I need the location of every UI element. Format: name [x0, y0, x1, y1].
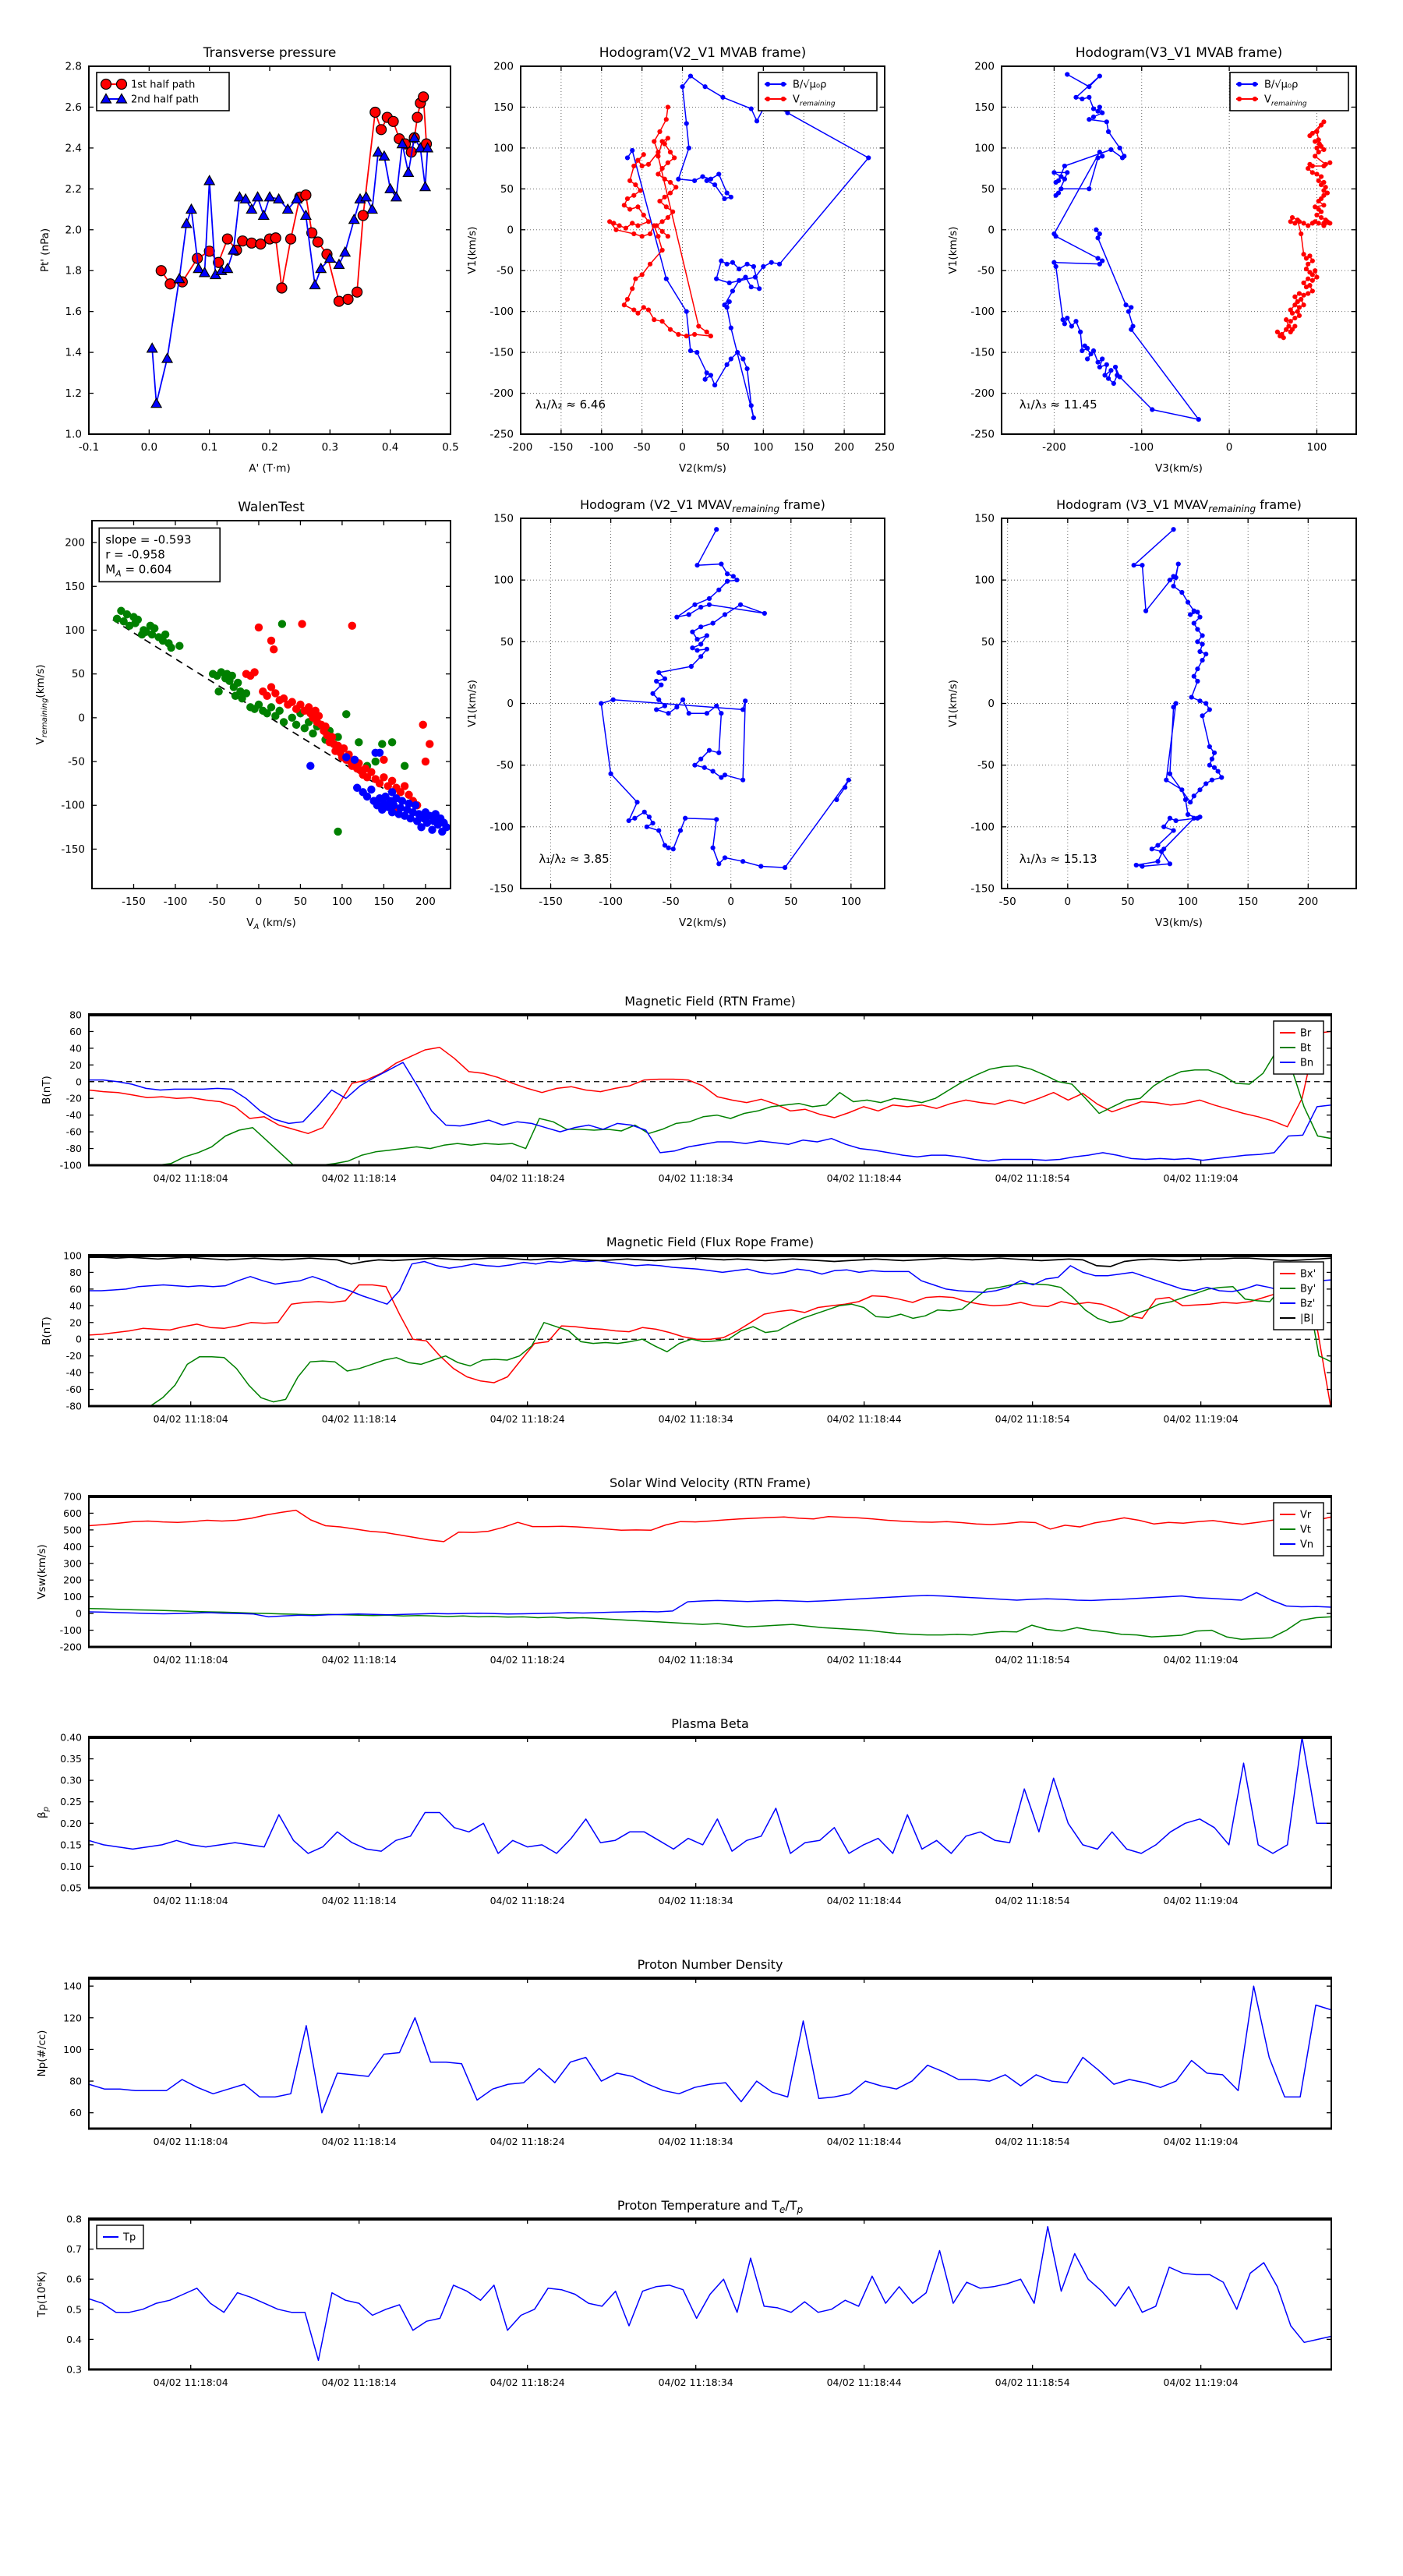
hodogram-v3v1-mvav-title: Hodogram (V3_V1 $MVAV_{remaining}$ frame) — [1056, 497, 1302, 514]
mag-rtn-ytick: -80 — [65, 1143, 82, 1155]
hodogram-v3v1-mvab-panel — [947, 45, 1356, 475]
hodogram-v2v1-mvav-ytick: 150 — [493, 512, 514, 525]
proton-density-xtick: 04/02 11:19:04 — [1163, 2136, 1239, 2147]
hodogram-v2v1-mvab-legend-label: B/√μ₀ρ — [793, 79, 827, 91]
hodogram-v2v1-mvab-legend — [758, 72, 877, 111]
walen-test-series — [113, 607, 451, 836]
solar-wind-velocity-ytick: 400 — [63, 1540, 82, 1553]
hodogram-v2v1-mvab-xtick: -200 — [508, 441, 533, 454]
solar-wind-velocity-ytick: 700 — [63, 1490, 82, 1503]
hodogram-v3v1-mvab-ytick: 0 — [988, 224, 995, 237]
mag-flux-rope-legend-label: |B| — [1300, 1313, 1314, 1325]
plasma-beta-xtick: 04/02 11:18:24 — [489, 1895, 565, 1906]
proton-temperature-legend-label: Tp — [123, 2231, 136, 2244]
solar-wind-velocity-ytick: -200 — [59, 1641, 82, 1653]
hodogram-v3v1-mvav-ytick: -50 — [977, 759, 995, 772]
proton-density-xtick: 04/02 11:18:54 — [995, 2136, 1070, 2147]
transverse-pressure-ylabel: Pt' (nPa) — [39, 228, 51, 273]
walen-test-panel — [34, 500, 451, 931]
hodogram-v3v1-mvab-xlabel: V3(km/s) — [1155, 462, 1203, 475]
hodogram-v2v1-mvav-panel — [466, 497, 885, 929]
hodogram-v3v1-mvab-ytick: -100 — [970, 306, 995, 319]
walen-test-xlabel: $V_A$ (km/s) — [246, 917, 296, 931]
solar-wind-velocity-xtick: 04/02 11:18:14 — [321, 1654, 397, 1666]
hodogram-v3v1-mvab-annotation: λ₁/λ₃ ≈ 11.45 — [1019, 397, 1097, 412]
walen-test-xtick: -100 — [163, 896, 188, 908]
plasma-beta-xtick: 04/02 11:18:34 — [658, 1895, 733, 1906]
hodogram-v2v1-mvab-ytick: -150 — [489, 346, 514, 359]
hodogram-v2v1-mvab-ytick: 50 — [500, 182, 514, 196]
transverse-pressure-ytick: 2.8 — [65, 60, 82, 73]
mag-rtn-legend-label: Bn — [1300, 1057, 1314, 1069]
hodogram-v2v1-mvav-xlabel: V2(km/s) — [679, 917, 726, 929]
proton-density-series — [89, 1986, 1331, 2113]
hodogram-v2v1-mvav-annotation: λ₁/λ₂ ≈ 3.85 — [539, 851, 610, 866]
plasma-beta-ytick: 0.05 — [60, 1882, 82, 1894]
hodogram-v3v1-mvav-ylabel: V1(km/s) — [947, 680, 959, 727]
solar-wind-velocity-legend-label: Vt — [1300, 1524, 1311, 1536]
hodogram-v3v1-mvav-xtick: 50 — [1121, 896, 1135, 908]
hodogram-v2v1-mvav-xtick: -150 — [539, 896, 563, 908]
solar-wind-velocity-ytick: 300 — [63, 1557, 82, 1570]
walen-test-ytick: -100 — [61, 799, 85, 812]
proton-temperature-xtick: 04/02 11:18:54 — [995, 2376, 1070, 2388]
mag-rtn-ytick: 40 — [69, 1042, 82, 1055]
hodogram-v3v1-mvab-title: Hodogram(V3_V1 MVAB frame) — [1075, 45, 1283, 61]
transverse-pressure-xtick: 0.1 — [200, 441, 218, 454]
mag-rtn-legend-label: Br — [1300, 1027, 1312, 1040]
mag-rtn-ytick: -20 — [65, 1092, 82, 1104]
transverse-pressure-xtick: 0.4 — [381, 441, 399, 454]
hodogram-v2v1-mvab-xlabel: V2(km/s) — [679, 462, 726, 475]
hodogram-v3v1-mvab-ytick: -150 — [970, 346, 995, 359]
plasma-beta-xtick: 04/02 11:18:44 — [826, 1895, 902, 1906]
plasma-beta-series — [89, 1737, 1331, 1853]
solar-wind-velocity-ytick: 600 — [63, 1507, 82, 1519]
transverse-pressure-ytick: 2.2 — [65, 182, 82, 196]
mag-rtn-ytick: 80 — [69, 1009, 82, 1021]
walen-test-ytick: 150 — [65, 580, 85, 593]
transverse-pressure-series — [147, 92, 433, 408]
mag-rtn-ytick: -60 — [65, 1125, 82, 1138]
proton-temperature-panel — [36, 2198, 1332, 2388]
hodogram-v3v1-mvav-xtick: 100 — [1178, 896, 1198, 908]
proton-temperature-xtick: 04/02 11:18:34 — [658, 2376, 733, 2388]
proton-temperature-xtick: 04/02 11:18:24 — [489, 2376, 565, 2388]
hodogram-v2v1-mvav-ytick: -50 — [496, 759, 514, 772]
plasma-beta-ytick: 0.25 — [60, 1796, 82, 1808]
plasma-beta-xtick: 04/02 11:18:54 — [995, 1895, 1070, 1906]
proton-density-ytick: 100 — [63, 2043, 82, 2055]
solar-wind-velocity-title: Solar Wind Velocity (RTN Frame) — [609, 1475, 811, 1490]
mag-flux-rope-series — [89, 1257, 1331, 1410]
hodogram-v3v1-mvav-ytick: -100 — [970, 821, 995, 834]
solar-wind-velocity-xtick: 04/02 11:18:54 — [995, 1654, 1070, 1666]
hodogram-v3v1-mvav-ytick: 100 — [974, 574, 995, 587]
hodogram-v2v1-mvav-ytick: 0 — [507, 698, 514, 710]
solar-wind-velocity-xtick: 04/02 11:18:44 — [826, 1654, 902, 1666]
hodogram-v3v1-mvav-series — [1132, 527, 1225, 868]
plasma-beta-ytick: 0.20 — [60, 1817, 82, 1829]
hodogram-v2v1-mvav-ytick: 100 — [493, 574, 514, 587]
proton-density-xtick: 04/02 11:18:04 — [153, 2136, 228, 2147]
walen-test-ytick: 50 — [71, 668, 85, 681]
proton-temperature-ytick: 0.8 — [66, 2213, 82, 2225]
hodogram-v2v1-mvab-xtick: -100 — [589, 441, 614, 454]
walen-test-ytick: 100 — [65, 624, 85, 637]
hodogram-v2v1-mvab-ytick: 200 — [493, 60, 514, 73]
solar-wind-velocity-series — [89, 1511, 1331, 1640]
solar-wind-velocity-legend — [1274, 1503, 1323, 1556]
transverse-pressure-ytick: 1.8 — [65, 264, 82, 277]
solar-wind-velocity-xtick: 04/02 11:18:04 — [153, 1654, 228, 1666]
mag-flux-rope-ytick: 40 — [69, 1299, 82, 1312]
mag-flux-rope-ytick: -60 — [65, 1383, 82, 1396]
proton-density-ytick: 80 — [69, 2075, 82, 2087]
solar-wind-velocity-ytick: 100 — [63, 1591, 82, 1603]
hodogram-v2v1-mvav-ytick: -150 — [489, 882, 514, 896]
mag-rtn-ytick: 60 — [69, 1025, 82, 1037]
transverse-pressure-xtick: 0.3 — [321, 441, 339, 454]
hodogram-v2v1-mvab-xtick: 250 — [875, 441, 895, 454]
proton-temperature-ytick: 0.6 — [66, 2273, 82, 2285]
transverse-pressure-legend — [97, 72, 229, 111]
proton-temperature-ytick: 0.7 — [66, 2243, 82, 2256]
plasma-beta-xtick: 04/02 11:18:14 — [321, 1895, 397, 1906]
mag-rtn-xtick: 04/02 11:18:04 — [153, 1172, 228, 1184]
walen-test-title: WalenTest — [238, 500, 305, 515]
proton-density-xtick: 04/02 11:18:44 — [826, 2136, 902, 2147]
mag-flux-rope-legend-label: Bx' — [1300, 1268, 1316, 1281]
solar-wind-velocity-legend-label: Vn — [1300, 1539, 1314, 1551]
proton-temperature-ylabel: Tp(10⁶K) — [36, 2271, 48, 2317]
mag-flux-rope-ytick: -20 — [65, 1350, 82, 1362]
hodogram-v3v1-mvab-legend-label: B/√μ₀ρ — [1264, 79, 1299, 91]
plasma-beta-ytick: 0.10 — [60, 1860, 82, 1872]
mag-rtn-series — [89, 1031, 1331, 1165]
mag-flux-rope-panel — [41, 1235, 1332, 1425]
mag-rtn-xtick: 04/02 11:18:14 — [321, 1172, 397, 1184]
proton-density-panel — [36, 1957, 1332, 2147]
solar-wind-velocity-xtick: 04/02 11:18:24 — [489, 1654, 565, 1666]
mag-flux-rope-title: Magnetic Field (Flux Rope Frame) — [606, 1235, 815, 1249]
proton-temperature-xtick: 04/02 11:18:04 — [153, 2376, 228, 2388]
hodogram-v3v1-mvab-xtick: 0 — [1225, 441, 1233, 454]
mag-flux-rope-xtick: 04/02 11:18:24 — [489, 1413, 565, 1425]
walen-test-xtick: 200 — [415, 896, 436, 908]
proton-density-ytick: 120 — [63, 2012, 82, 2024]
mag-flux-rope-xtick: 04/02 11:18:54 — [995, 1413, 1070, 1425]
proton-temperature-ytick: 0.3 — [66, 2363, 82, 2376]
hodogram-v2v1-mvab-xtick: 200 — [834, 441, 855, 454]
hodogram-v2v1-mvab-ytick: -50 — [496, 264, 514, 277]
hodogram-v2v1-mvav-title: Hodogram (V2_V1 $MVAV_{remaining}$ frame) — [580, 497, 825, 514]
hodogram-v2v1-mvab-annotation: λ₁/λ₂ ≈ 6.46 — [535, 397, 606, 412]
transverse-pressure-ytick: 2.0 — [65, 224, 82, 237]
solar-wind-velocity-xtick: 04/02 11:19:04 — [1163, 1654, 1239, 1666]
hodogram-v2v1-mvav-xtick: -50 — [662, 896, 680, 908]
walen-test-xtick: -150 — [122, 896, 146, 908]
hodogram-v2v1-mvab-ytick: -100 — [489, 306, 514, 319]
hodogram-v2v1-mvab-xtick: -150 — [549, 441, 574, 454]
hodogram-v3v1-mvav-xtick: -50 — [998, 896, 1016, 908]
transverse-pressure-xtick: -0.1 — [78, 441, 100, 454]
mag-flux-rope-ytick: -40 — [65, 1366, 82, 1379]
hodogram-v3v1-mvab-legend-label: $V_{remaining}$ — [1264, 94, 1307, 108]
mag-flux-rope-legend-label: Bz' — [1300, 1298, 1316, 1310]
solar-wind-velocity-panel — [36, 1475, 1332, 1666]
hodogram-v2v1-mvav-xtick: 50 — [784, 896, 798, 908]
walen-test-xtick: 50 — [293, 896, 308, 908]
mag-flux-rope-ytick: 100 — [63, 1249, 82, 1262]
hodogram-v3v1-mvav-xtick: 200 — [1298, 896, 1319, 908]
hodogram-v2v1-mvav-ylabel: V1(km/s) — [466, 680, 479, 727]
hodogram-v3v1-mvav-ytick: -150 — [970, 882, 995, 896]
hodogram-v3v1-mvav-ytick: 150 — [974, 512, 995, 525]
proton-density-xtick: 04/02 11:18:24 — [489, 2136, 565, 2147]
plasma-beta-panel — [36, 1716, 1332, 1906]
mag-flux-rope-xtick: 04/02 11:19:04 — [1163, 1413, 1239, 1425]
solar-wind-velocity-ytick: 500 — [63, 1524, 82, 1536]
hodogram-v3v1-mvab-ylabel: V1(km/s) — [947, 226, 959, 274]
walen-test-annotation-line: slope = -0.593 — [105, 532, 192, 547]
mag-rtn-panel — [41, 994, 1332, 1184]
transverse-pressure-ytick: 2.6 — [65, 101, 82, 114]
hodogram-v2v1-mvab-title: Hodogram(V2_V1 MVAB frame) — [599, 45, 807, 61]
walen-test-ytick: -150 — [61, 843, 85, 856]
mag-flux-rope-xtick: 04/02 11:18:14 — [321, 1413, 397, 1425]
mag-flux-rope-legend-label: By' — [1300, 1283, 1316, 1295]
proton-temperature-legend — [97, 2225, 143, 2249]
hodogram-v3v1-mvab-xtick: -100 — [1129, 441, 1154, 454]
hodogram-v3v1-mvav-panel — [947, 497, 1356, 929]
transverse-pressure-xtick: 0.0 — [140, 441, 158, 454]
hodogram-v3v1-mvab-ytick: -200 — [970, 387, 995, 401]
hodogram-v3v1-mvav-xtick: 150 — [1238, 896, 1259, 908]
proton-temperature-xtick: 04/02 11:18:14 — [321, 2376, 397, 2388]
solar-wind-velocity-ytick: 0 — [76, 1607, 82, 1620]
hodogram-v2v1-mvab-panel — [466, 45, 895, 475]
walen-test-xtick: 0 — [255, 896, 263, 908]
proton-density-ytick: 60 — [69, 2107, 82, 2119]
proton-density-title: Proton Number Density — [637, 1957, 783, 1972]
hodogram-v3v1-mvav-ytick: 0 — [988, 698, 995, 710]
hodogram-v2v1-mvab-series — [607, 73, 871, 420]
mag-rtn-ytick: -40 — [65, 1109, 82, 1122]
hodogram-v2v1-mvab-ytick: 100 — [493, 142, 514, 155]
proton-density-ytick: 140 — [63, 1980, 82, 1992]
solar-wind-velocity-legend-label: Vr — [1300, 1509, 1312, 1521]
walen-test-xtick: 100 — [332, 896, 352, 908]
hodogram-v2v1-mvav-ytick: -100 — [489, 821, 514, 834]
mag-flux-rope-ylabel: B(nT) — [41, 1316, 53, 1345]
mag-flux-rope-legend — [1274, 1262, 1323, 1330]
proton-temperature-xtick: 04/02 11:18:44 — [826, 2376, 902, 2388]
walen-test-xtick: -50 — [208, 896, 226, 908]
mag-flux-rope-ytick: 60 — [69, 1283, 82, 1295]
mag-rtn-legend-label: Bt — [1300, 1042, 1312, 1055]
plasma-beta-ytick: 0.40 — [60, 1731, 82, 1744]
hodogram-v2v1-mvab-xtick: 100 — [753, 441, 774, 454]
hodogram-v3v1-mvab-ytick: 50 — [981, 182, 995, 196]
transverse-pressure-ytick: 2.4 — [65, 142, 82, 155]
hodogram-v2v1-mvav-ytick: 50 — [500, 635, 514, 648]
hodogram-v2v1-mvav-xtick: 100 — [840, 896, 861, 908]
hodogram-v3v1-mvab-ytick: 200 — [974, 60, 995, 73]
plasma-beta-ytick: 0.15 — [60, 1839, 82, 1851]
transverse-pressure-legend-label: 1st half path — [131, 79, 196, 91]
proton-density-ylabel: Np(#/cc) — [36, 2030, 48, 2077]
transverse-pressure-panel — [39, 45, 459, 475]
proton-temperature-xtick: 04/02 11:19:04 — [1163, 2376, 1239, 2388]
hodogram-v2v1-mvab-xtick: 150 — [793, 441, 815, 454]
solar-wind-velocity-ytick: 200 — [63, 1574, 82, 1586]
hodogram-v2v1-mvav-xtick: 0 — [727, 896, 735, 908]
hodogram-v3v1-mvab-ytick: -50 — [977, 264, 995, 277]
plasma-beta-xtick: 04/02 11:18:04 — [153, 1895, 228, 1906]
transverse-pressure-title: Transverse pressure — [203, 45, 337, 61]
walen-test-annotation-line: $M_A = 0.604$ — [105, 562, 172, 579]
mag-flux-rope-ytick: 0 — [76, 1333, 82, 1345]
mag-flux-rope-ytick: -80 — [65, 1400, 82, 1412]
hodogram-v2v1-mvab-ytick: -200 — [489, 387, 514, 401]
mag-flux-rope-xtick: 04/02 11:18:34 — [658, 1413, 733, 1425]
proton-temperature-title: Proton Temperature and $T_e/T_p$ — [617, 2198, 804, 2215]
hodogram-v2v1-mvab-ytick: 150 — [493, 101, 514, 114]
mag-rtn-xtick: 04/02 11:18:54 — [995, 1172, 1070, 1184]
proton-density-xtick: 04/02 11:18:34 — [658, 2136, 733, 2147]
transverse-pressure-ytick: 1.6 — [65, 306, 82, 319]
hodogram-v2v1-mvab-xtick: 0 — [679, 441, 686, 454]
transverse-pressure-xtick: 0.5 — [442, 441, 459, 454]
solar-wind-velocity-ytick: -100 — [59, 1624, 82, 1637]
hodogram-v3v1-mvab-ytick: 100 — [974, 142, 995, 155]
hodogram-v3v1-mvab-ytick: -250 — [970, 428, 995, 441]
mag-rtn-title: Magnetic Field (RTN Frame) — [624, 994, 796, 1009]
plasma-beta-ytick: 0.30 — [60, 1774, 82, 1786]
mag-flux-rope-xtick: 04/02 11:18:04 — [153, 1413, 228, 1425]
walen-test-annotation-line: r = -0.958 — [105, 547, 165, 562]
hodogram-v2v1-mvab-ylabel: V1(km/s) — [466, 226, 479, 274]
hodogram-v3v1-mvab-series — [1051, 72, 1332, 422]
hodogram-v3v1-mvab-legend — [1230, 72, 1348, 111]
hodogram-v3v1-mvav-xlabel: V3(km/s) — [1155, 917, 1203, 929]
proton-density-xtick: 04/02 11:18:14 — [321, 2136, 397, 2147]
walen-test-ylabel: $V_{remaining}(km/s)$ — [34, 664, 49, 745]
walen-test-ytick: 200 — [65, 536, 85, 549]
mag-rtn-legend — [1274, 1021, 1323, 1074]
mag-flux-rope-ytick: 80 — [69, 1266, 82, 1278]
transverse-pressure-xtick: 0.2 — [261, 441, 278, 454]
transverse-pressure-ytick: 1.2 — [65, 387, 82, 401]
mag-rtn-xtick: 04/02 11:18:24 — [489, 1172, 565, 1184]
hodogram-v3v1-mvav-ytick: 50 — [981, 635, 995, 648]
proton-temperature-ytick: 0.5 — [66, 2303, 82, 2316]
hodogram-v2v1-mvab-xtick: 50 — [716, 441, 730, 454]
plasma-beta-xtick: 04/02 11:19:04 — [1163, 1895, 1239, 1906]
hodogram-v2v1-mvav-series — [599, 527, 851, 870]
plasma-beta-ylabel: $\beta_p$ — [36, 1807, 51, 1818]
hodogram-v3v1-mvab-xtick: -200 — [1042, 441, 1066, 454]
mag-rtn-ytick: -100 — [59, 1159, 82, 1171]
mag-rtn-xtick: 04/02 11:18:44 — [826, 1172, 902, 1184]
hodogram-v3v1-mvav-xtick: 0 — [1064, 896, 1072, 908]
solar-wind-velocity-xtick: 04/02 11:18:34 — [658, 1654, 733, 1666]
transverse-pressure-ytick: 1.0 — [65, 428, 82, 441]
hodogram-v2v1-mvav-xtick: -100 — [599, 896, 623, 908]
hodogram-v2v1-mvab-ytick: -250 — [489, 428, 514, 441]
walen-test-ytick: 0 — [78, 712, 85, 725]
hodogram-v3v1-mvab-xtick: 100 — [1306, 441, 1327, 454]
walen-test-ytick: -50 — [67, 755, 85, 769]
mag-rtn-xtick: 04/02 11:19:04 — [1163, 1172, 1239, 1184]
mag-rtn-ytick: 0 — [76, 1076, 82, 1088]
mag-rtn-ytick: 20 — [69, 1058, 82, 1071]
hodogram-v2v1-mvab-legend-label: $V_{remaining}$ — [793, 94, 836, 108]
mag-rtn-ylabel: B(nT) — [41, 1076, 53, 1104]
proton-temperature-series — [89, 2227, 1331, 2361]
transverse-pressure-xlabel: A' (T·m) — [249, 462, 291, 475]
mag-rtn-xtick: 04/02 11:18:34 — [658, 1172, 733, 1184]
hodogram-v2v1-mvab-xtick: -50 — [633, 441, 651, 454]
solar-wind-velocity-ylabel: Vsw(km/s) — [36, 1544, 48, 1599]
transverse-pressure-legend-label: 2nd half path — [131, 94, 199, 106]
mag-flux-rope-ytick: 20 — [69, 1316, 82, 1329]
hodogram-v3v1-mvab-ytick: 150 — [974, 101, 995, 114]
transverse-pressure-ytick: 1.4 — [65, 346, 82, 359]
hodogram-v3v1-mvav-annotation: λ₁/λ₃ ≈ 15.13 — [1019, 851, 1097, 866]
walen-test-xtick: 150 — [373, 896, 394, 908]
proton-temperature-ytick: 0.4 — [66, 2333, 82, 2345]
hodogram-v2v1-mvab-ytick: 0 — [507, 224, 514, 237]
mag-flux-rope-xtick: 04/02 11:18:44 — [826, 1413, 902, 1425]
plasma-beta-ytick: 0.35 — [60, 1753, 82, 1765]
plasma-beta-title: Plasma Beta — [671, 1716, 749, 1731]
